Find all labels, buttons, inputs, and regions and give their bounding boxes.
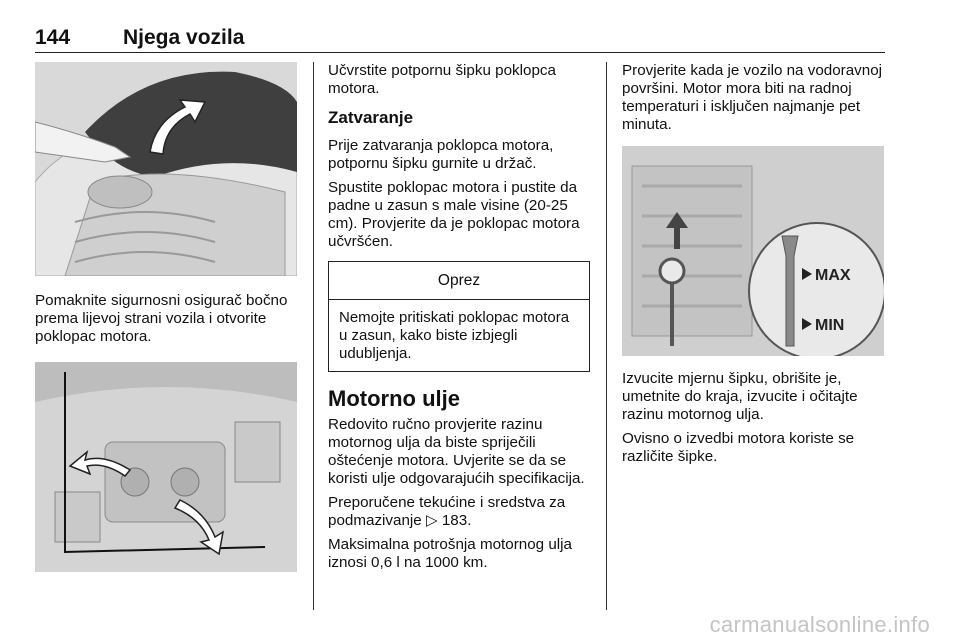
page-header (35, 22, 885, 53)
hood-opening-illustration (35, 62, 297, 276)
caution-title: Oprez (329, 262, 589, 300)
caution-text: Nemojte pritiskati poklopac motora u zasun, kako biste izbjegli udubljenja. (339, 309, 570, 362)
column-divider (313, 62, 314, 610)
dipstick-min-label: MIN (815, 317, 845, 334)
watermark: carmanualsonline.info (709, 612, 930, 637)
paragraph-dipstick-variants: Ovisno o izvedbi motora koriste se različite šipke. (622, 430, 855, 465)
column-1 (35, 62, 297, 572)
caution-box (328, 261, 590, 372)
paragraph-dipstick-procedure: Izvucite mjernu šipku, obrišite je, umetnite do kraja, izvucite i očitajte razinu motornog ulja. (622, 370, 858, 423)
column-divider (606, 62, 607, 610)
paragraph-recommended-fluids (328, 494, 590, 530)
column-2 (328, 62, 590, 578)
paragraph-oil-consumption: Maksimalna potrošnja motornog ulja iznosi 0,6 l na 1000 km. (328, 536, 572, 571)
column-3 (622, 62, 884, 472)
paragraph-lower-hood: Spustite poklopac motora i pustite da padne u zasun s male visine (20-25 cm). Provjerite da je poklopac motora učvršćen. (328, 179, 580, 250)
caption-hood-release: Pomaknite sigurnosni osigurač bočno prema lijevoj strani vozila i otvorite poklopac motora. (35, 292, 288, 345)
paragraph-check-conditions: Provjerite kada je vozilo na vodoravnoj površini. Motor mora biti na radnoj temperaturi i isključen najmanje pet minuta. (622, 62, 883, 133)
paragraph-before-closing: Prije zatvaranja poklopca motora, potpornu šipku gurnite u držač. (328, 137, 554, 172)
fluids-text: Preporučene tekućine i sredstva za podmazivanje (328, 494, 566, 529)
paragraph-support-rod: Učvrstite potpornu šipku poklopca motora. (328, 62, 556, 97)
section-title: Njega vozila (123, 26, 245, 49)
heading-engine-oil: Motorno ulje (328, 386, 460, 411)
paragraph-oil-check: Redovito ručno provjerite razinu motornog ulja da biste spriječili oštećenje motora. Uvjerite se da se koristi ulje odgovarajućih specifikacija. (328, 416, 585, 487)
dipstick-max-label: MAX (815, 267, 851, 284)
heading-closing: Zatvaranje (328, 108, 414, 127)
dipstick-illustration (622, 146, 884, 356)
engine-bay-illustration (35, 362, 297, 572)
page-reference-icon: ▷ (425, 512, 438, 529)
page-number: 144 (35, 26, 71, 49)
page-reference-link[interactable]: 183. (441, 512, 472, 529)
